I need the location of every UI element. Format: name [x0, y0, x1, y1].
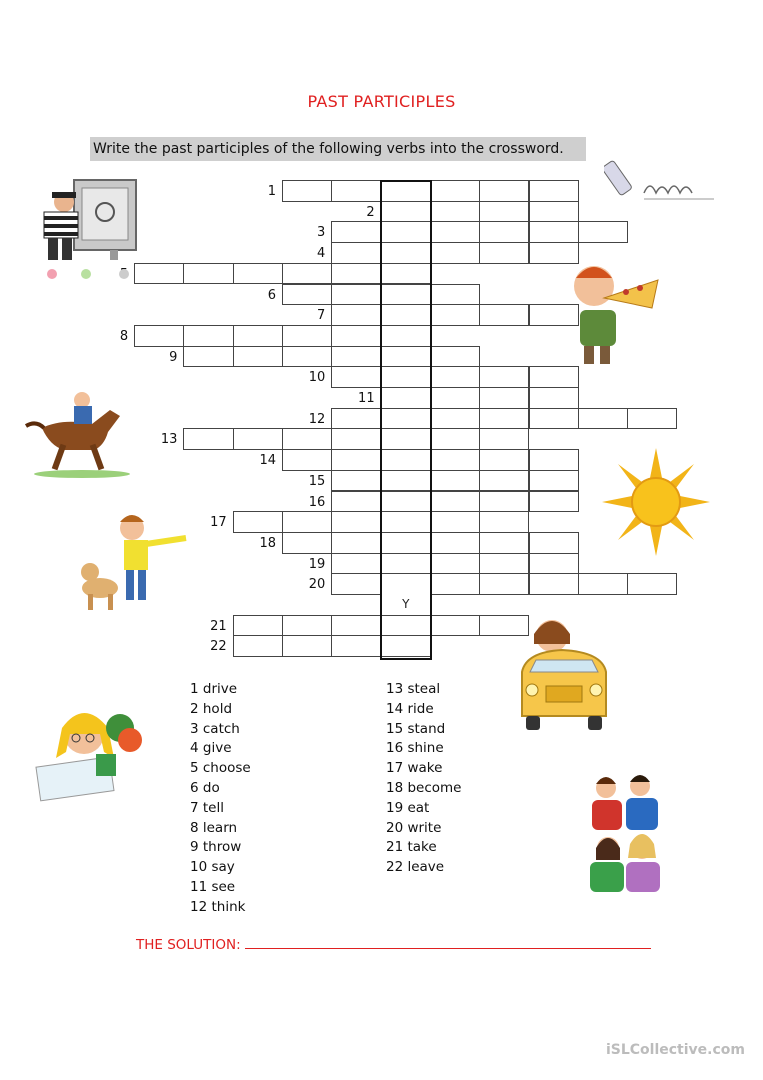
grid-cell[interactable] — [381, 553, 431, 575]
grid-cell[interactable] — [282, 635, 332, 657]
grid-cell[interactable] — [381, 573, 431, 595]
clue-item: 18 become — [386, 779, 462, 796]
grid-cell[interactable] — [479, 304, 529, 326]
grid-cell[interactable] — [331, 346, 381, 368]
grid-cell[interactable] — [430, 284, 480, 306]
grid-cell[interactable] — [627, 573, 677, 595]
grid-cell[interactable] — [479, 408, 529, 430]
grid-cell[interactable] — [430, 366, 480, 388]
clue-number: 21 — [210, 618, 227, 634]
grid-cell[interactable] — [282, 615, 332, 637]
grid-cell[interactable] — [331, 470, 381, 492]
grid-cell[interactable] — [479, 221, 529, 243]
pizza-eater-icon — [564, 258, 662, 370]
horse-rider-icon — [22, 378, 140, 484]
grid-cell[interactable] — [282, 532, 332, 554]
grid-cell[interactable] — [183, 325, 233, 347]
grid-cell[interactable] — [430, 511, 480, 533]
solution-line — [136, 936, 651, 953]
grid-cell[interactable] — [233, 428, 283, 450]
grid-cell[interactable] — [331, 615, 381, 637]
grid-cell[interactable] — [233, 346, 283, 368]
grid-cell[interactable] — [529, 180, 579, 202]
grid-cell[interactable] — [479, 553, 529, 575]
clue-number: 1 — [267, 184, 276, 199]
grid-cell[interactable] — [331, 511, 381, 533]
grid-cell[interactable] — [381, 201, 431, 223]
grid-cell[interactable] — [331, 284, 381, 306]
grid-cell[interactable] — [381, 532, 431, 554]
grid-cell[interactable]: Y — [381, 594, 431, 616]
watermark: iSLCollective.com — [605, 1042, 745, 1058]
grid-cell[interactable] — [331, 491, 381, 513]
grid-cell[interactable] — [430, 449, 480, 471]
grid-cell[interactable] — [331, 366, 381, 388]
grid-cell[interactable] — [282, 346, 332, 368]
grid-cell[interactable] — [381, 180, 431, 202]
grid-cell[interactable] — [479, 201, 529, 223]
grid-cell[interactable] — [430, 387, 480, 409]
grid-cell[interactable] — [233, 263, 283, 285]
clue-number: 17 — [210, 515, 227, 531]
grid-cell[interactable] — [331, 325, 381, 347]
grid-cell[interactable] — [282, 449, 332, 471]
clue-item: 9 throw — [190, 839, 242, 856]
grid-cell[interactable] — [331, 221, 381, 243]
clue-number: 18 — [259, 535, 276, 551]
grid-cell[interactable] — [479, 428, 529, 450]
grid-cell[interactable] — [282, 284, 332, 306]
clue-number: 8 — [119, 328, 129, 344]
grid-cell[interactable] — [381, 263, 431, 285]
grid-cell[interactable] — [331, 408, 381, 430]
girl-drawing-icon — [34, 704, 142, 802]
grid-cell[interactable] — [529, 553, 579, 575]
clue-number: 12 — [308, 411, 326, 427]
car-driver-icon — [516, 614, 612, 742]
clue-number: 7 — [317, 308, 326, 324]
grid-cell[interactable] — [479, 366, 529, 388]
sun-icon — [602, 448, 710, 556]
clue-number: 10 — [308, 370, 326, 386]
grid-cell[interactable] — [430, 408, 480, 430]
grid-cell[interactable] — [479, 491, 529, 513]
clue-number: 20 — [308, 577, 326, 593]
grid-cell[interactable] — [282, 511, 332, 533]
grid-cell[interactable] — [331, 532, 381, 554]
grid-cell[interactable] — [479, 180, 529, 202]
clue-number: 13 — [160, 432, 178, 448]
grid-cell[interactable] — [282, 428, 332, 450]
clue-item: 15 stand — [386, 720, 446, 737]
clue-item: 5 choose — [190, 760, 251, 777]
solution-label: THE SOLUTION: — [136, 937, 241, 953]
clue-number: 14 — [259, 453, 276, 469]
grid-cell[interactable] — [331, 263, 381, 285]
grid-cell[interactable] — [430, 304, 480, 326]
clue-number: 2 — [366, 204, 375, 220]
clue-item: 14 ride — [386, 700, 434, 717]
grid-cell[interactable] — [331, 449, 381, 471]
grid-cell[interactable] — [430, 573, 480, 595]
grid-cell[interactable] — [331, 635, 381, 657]
grid-cell[interactable] — [479, 573, 529, 595]
thief-icon — [38, 178, 142, 282]
grid-cell[interactable] — [479, 511, 529, 533]
clue-number: 9 — [169, 349, 178, 365]
clue-item: 11 see — [190, 878, 236, 895]
clue-item: 12 think — [190, 898, 246, 915]
grid-cell[interactable] — [479, 470, 529, 492]
grid-cell[interactable] — [381, 387, 431, 409]
grid-cell[interactable] — [529, 470, 579, 492]
grid-cell[interactable] — [430, 201, 480, 223]
page-title: PAST PARTICIPLES — [307, 92, 456, 111]
clue-item: 8 learn — [190, 819, 238, 836]
clue-item: 1 drive — [190, 681, 238, 697]
grid-cell[interactable] — [282, 263, 332, 285]
clue-item: 20 write — [386, 819, 442, 836]
grid-cell[interactable] — [233, 325, 283, 347]
grid-cell[interactable] — [183, 428, 233, 450]
clue-number: 3 — [317, 225, 326, 241]
clue-list-left — [190, 680, 251, 918]
grid-cell[interactable] — [331, 304, 381, 326]
grid-cell[interactable] — [479, 387, 529, 409]
grid-cell[interactable] — [578, 221, 628, 243]
whisper-couple-icon — [588, 772, 664, 896]
grid-cell[interactable] — [134, 325, 184, 347]
grid-cell[interactable] — [381, 470, 431, 492]
grid-cell[interactable] — [381, 408, 431, 430]
grid-cell[interactable] — [183, 263, 233, 285]
grid-cell[interactable] — [381, 284, 431, 306]
grid-cell[interactable] — [430, 180, 480, 202]
grid-cell[interactable] — [529, 573, 579, 595]
grid-cell[interactable] — [331, 180, 381, 202]
grid-cell[interactable] — [479, 449, 529, 471]
grid-cell[interactable] — [331, 553, 381, 575]
clue-item: 13 steal — [386, 681, 441, 697]
grid-cell[interactable] — [529, 449, 579, 471]
clue-item: 22 leave — [386, 859, 445, 876]
clue-number: 4 — [317, 246, 326, 262]
grid-cell[interactable] — [282, 325, 332, 347]
grid-cell[interactable] — [233, 615, 283, 637]
instruction-banner: Write the past participles of the following verbs into the crossword. — [90, 137, 586, 161]
clue-item: 10 say — [190, 859, 235, 876]
grid-cell[interactable] — [529, 532, 579, 554]
clue-item: 3 catch — [190, 720, 240, 737]
grid-cell[interactable] — [430, 553, 480, 575]
grid-cell[interactable] — [381, 366, 431, 388]
grid-cell[interactable] — [282, 180, 332, 202]
clue-item: 19 eat — [386, 799, 430, 816]
grid-cell[interactable] — [529, 387, 579, 409]
clue-item: 6 do — [190, 779, 220, 796]
grid-cell[interactable] — [430, 242, 480, 264]
grid-cell[interactable] — [381, 491, 431, 513]
grid-cell[interactable] — [529, 201, 579, 223]
solution-blank[interactable] — [245, 936, 651, 949]
grid-cell[interactable] — [381, 242, 431, 264]
grid-cell[interactable] — [529, 491, 579, 513]
grid-cell[interactable] — [430, 615, 480, 637]
grid-cell[interactable] — [430, 346, 480, 368]
clue-item: 4 give — [190, 740, 232, 757]
clue-number: 19 — [308, 556, 326, 572]
clue-number: 16 — [308, 494, 326, 510]
pen-abc-icon — [604, 155, 720, 205]
grid-cell[interactable] — [430, 532, 480, 554]
grid-cell[interactable] — [331, 428, 381, 450]
grid-cell[interactable] — [430, 470, 480, 492]
grid-cell[interactable] — [430, 491, 480, 513]
grid-cell[interactable] — [331, 242, 381, 264]
grid-cell[interactable] — [381, 221, 431, 243]
grid-cell[interactable] — [529, 221, 579, 243]
grid-cell[interactable] — [479, 242, 529, 264]
grid-cell[interactable] — [233, 511, 283, 533]
clue-item: 2 hold — [190, 700, 233, 717]
grid-cell[interactable] — [381, 615, 431, 637]
clue-item: 16 shine — [386, 740, 444, 757]
grid-cell[interactable] — [381, 304, 431, 326]
grid-cell[interactable] — [183, 346, 233, 368]
grid-cell[interactable] — [381, 511, 431, 533]
clue-list-right — [386, 680, 461, 878]
grid-cell[interactable] — [430, 428, 480, 450]
clue-item: 17 wake — [386, 760, 443, 777]
grid-cell[interactable] — [529, 408, 579, 430]
grid-cell[interactable] — [381, 325, 431, 347]
grid-cell[interactable] — [381, 449, 431, 471]
clue-number: 15 — [308, 473, 326, 489]
grid-cell[interactable] — [479, 532, 529, 554]
clue-item: 7 tell — [190, 799, 224, 816]
grid-cell[interactable] — [381, 428, 431, 450]
grid-cell[interactable] — [381, 346, 431, 368]
grid-cell[interactable] — [627, 408, 677, 430]
grid-cell[interactable] — [430, 221, 480, 243]
grid-cell[interactable] — [381, 635, 431, 657]
clue-number: 22 — [210, 639, 227, 655]
grid-cell[interactable] — [578, 573, 628, 595]
grid-cell[interactable] — [578, 408, 628, 430]
clue-number: 11 — [358, 391, 375, 406]
clue-number: 6 — [267, 287, 276, 303]
grid-cell[interactable] — [331, 573, 381, 595]
grid-cell[interactable] — [233, 635, 283, 657]
clue-item: 21 take — [386, 839, 437, 856]
boy-dog-icon — [78, 514, 192, 614]
